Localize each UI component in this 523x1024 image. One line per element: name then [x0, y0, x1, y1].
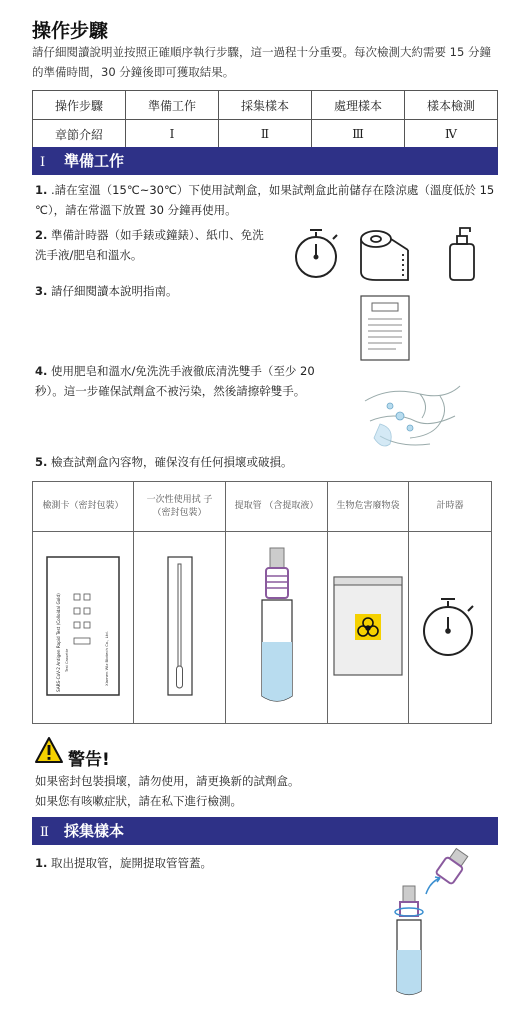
biohazard-bag-image	[333, 576, 403, 676]
item-number: 5.	[35, 455, 48, 469]
warning-title: 警告!	[68, 750, 110, 770]
stopwatch-icon	[424, 599, 473, 655]
item-text: 檢查試劑盒內容物，確保沒有任何損壞或破損。	[51, 455, 293, 469]
table-cell: 準備工作	[126, 91, 219, 120]
page-title: 操作步驟	[32, 20, 109, 42]
list-item	[35, 281, 275, 301]
section-header-prep	[32, 147, 498, 175]
item-number: 1.	[35, 183, 48, 197]
table-cell	[409, 532, 492, 724]
section-header-sampling	[32, 817, 498, 845]
table-cell	[33, 532, 134, 724]
item-number: 4.	[35, 364, 48, 378]
table-cell	[328, 532, 409, 724]
swab-image	[167, 556, 193, 696]
open-tube-illustration	[382, 846, 482, 998]
item-text: 取出提取管，旋開提取管管蓋。	[51, 856, 213, 870]
list-item	[35, 853, 365, 873]
list-item	[35, 225, 275, 265]
table-header-cell: 檢測卡（密封包裝）	[33, 482, 134, 532]
table-cell: Ⅱ	[219, 120, 312, 149]
table-cell	[134, 532, 226, 724]
extraction-tube-image	[252, 546, 302, 706]
table-header-cell: 一次性使用拭 子（密封包裝）	[134, 482, 226, 532]
cassette-maker: Xiamen Wiz Biotech Co., Ltd.	[104, 631, 109, 686]
table-row	[33, 120, 498, 149]
table-cell: 處理樣本	[312, 91, 405, 120]
table-header-cell: 生物危害廢物袋	[328, 482, 409, 532]
steps-overview-table	[32, 90, 498, 149]
tissue-roll-icon	[361, 231, 408, 280]
kit-contents-table	[32, 481, 492, 724]
table-cell: 章節介紹	[33, 120, 126, 149]
table-header-cell: 計時器	[409, 482, 492, 532]
item-text: .請在室溫（15℃~30℃）下使用試劑盒，如果試劑盒此前儲存在陰涼處（溫度低於 15 ℃），請在常溫下放置 30 分鐘再使用。	[35, 183, 495, 217]
item-number: 1.	[35, 856, 48, 870]
instruction-leaflet-icon	[360, 295, 410, 361]
table-cell: 樣本檢測	[405, 91, 498, 120]
warning-line: 如果您有咳嗽症狀，請在私下進行檢測。	[35, 794, 242, 808]
list-item	[35, 361, 320, 401]
cassette-label: SARS-CoV-2 Antigen Rapid Test (Colloidal Gold)	[56, 593, 61, 692]
section-number: Ⅱ	[40, 825, 49, 840]
intro-text: 請仔細閱讀說明並按照正確順序執行步驟，這一過程十分重要。每次檢測大約需要 15 分鐘的準備時間，30 分鐘後即可獲取結果。	[32, 45, 491, 79]
item-text: 請仔細閱讀本說明指南。	[51, 284, 178, 298]
section-title: 採集樣本	[64, 822, 125, 840]
table-row	[33, 532, 492, 724]
section-title: 準備工作	[64, 152, 125, 170]
item-number: 3.	[35, 284, 48, 298]
table-cell: 採集樣本	[219, 91, 312, 120]
handwashing-illustration	[360, 366, 470, 462]
table-row	[33, 91, 498, 120]
item-number: 2.	[35, 228, 48, 242]
warning-line: 如果密封包裝損壞，請勿使用，請更換新的試劑盒。	[35, 774, 300, 788]
item-text: 準備計時器（如手錶或鐘錶）、紙巾、免洗洗手液/肥皂和溫水。	[35, 228, 264, 262]
table-cell: 操作步驟	[33, 91, 126, 120]
table-header-cell: 提取管 （含提取液）	[226, 482, 328, 532]
timer-image	[420, 591, 480, 661]
table-cell: Ⅰ	[126, 120, 219, 149]
sanitizer-bottle-icon	[450, 228, 474, 280]
section-number: Ⅰ	[40, 155, 46, 170]
table-row	[33, 482, 492, 532]
list-item	[35, 180, 498, 220]
item-text: 使用肥皂和溫水/免洗洗手液徹底清洗雙手（至少 20 秒）。這一步確保試劑盒不被污染，然後請擦幹雙手。	[35, 364, 315, 398]
stopwatch-icon	[296, 230, 337, 277]
tube-cap-icon	[435, 847, 470, 885]
table-cell: Ⅲ	[312, 120, 405, 149]
test-cassette-image	[46, 556, 120, 696]
cassette-sublabel: Test Cassette	[65, 648, 69, 672]
supplies-illustration	[288, 222, 508, 286]
table-cell	[226, 532, 328, 724]
warning-text	[35, 771, 300, 811]
warning-icon	[34, 736, 64, 764]
table-cell: Ⅳ	[405, 120, 498, 149]
